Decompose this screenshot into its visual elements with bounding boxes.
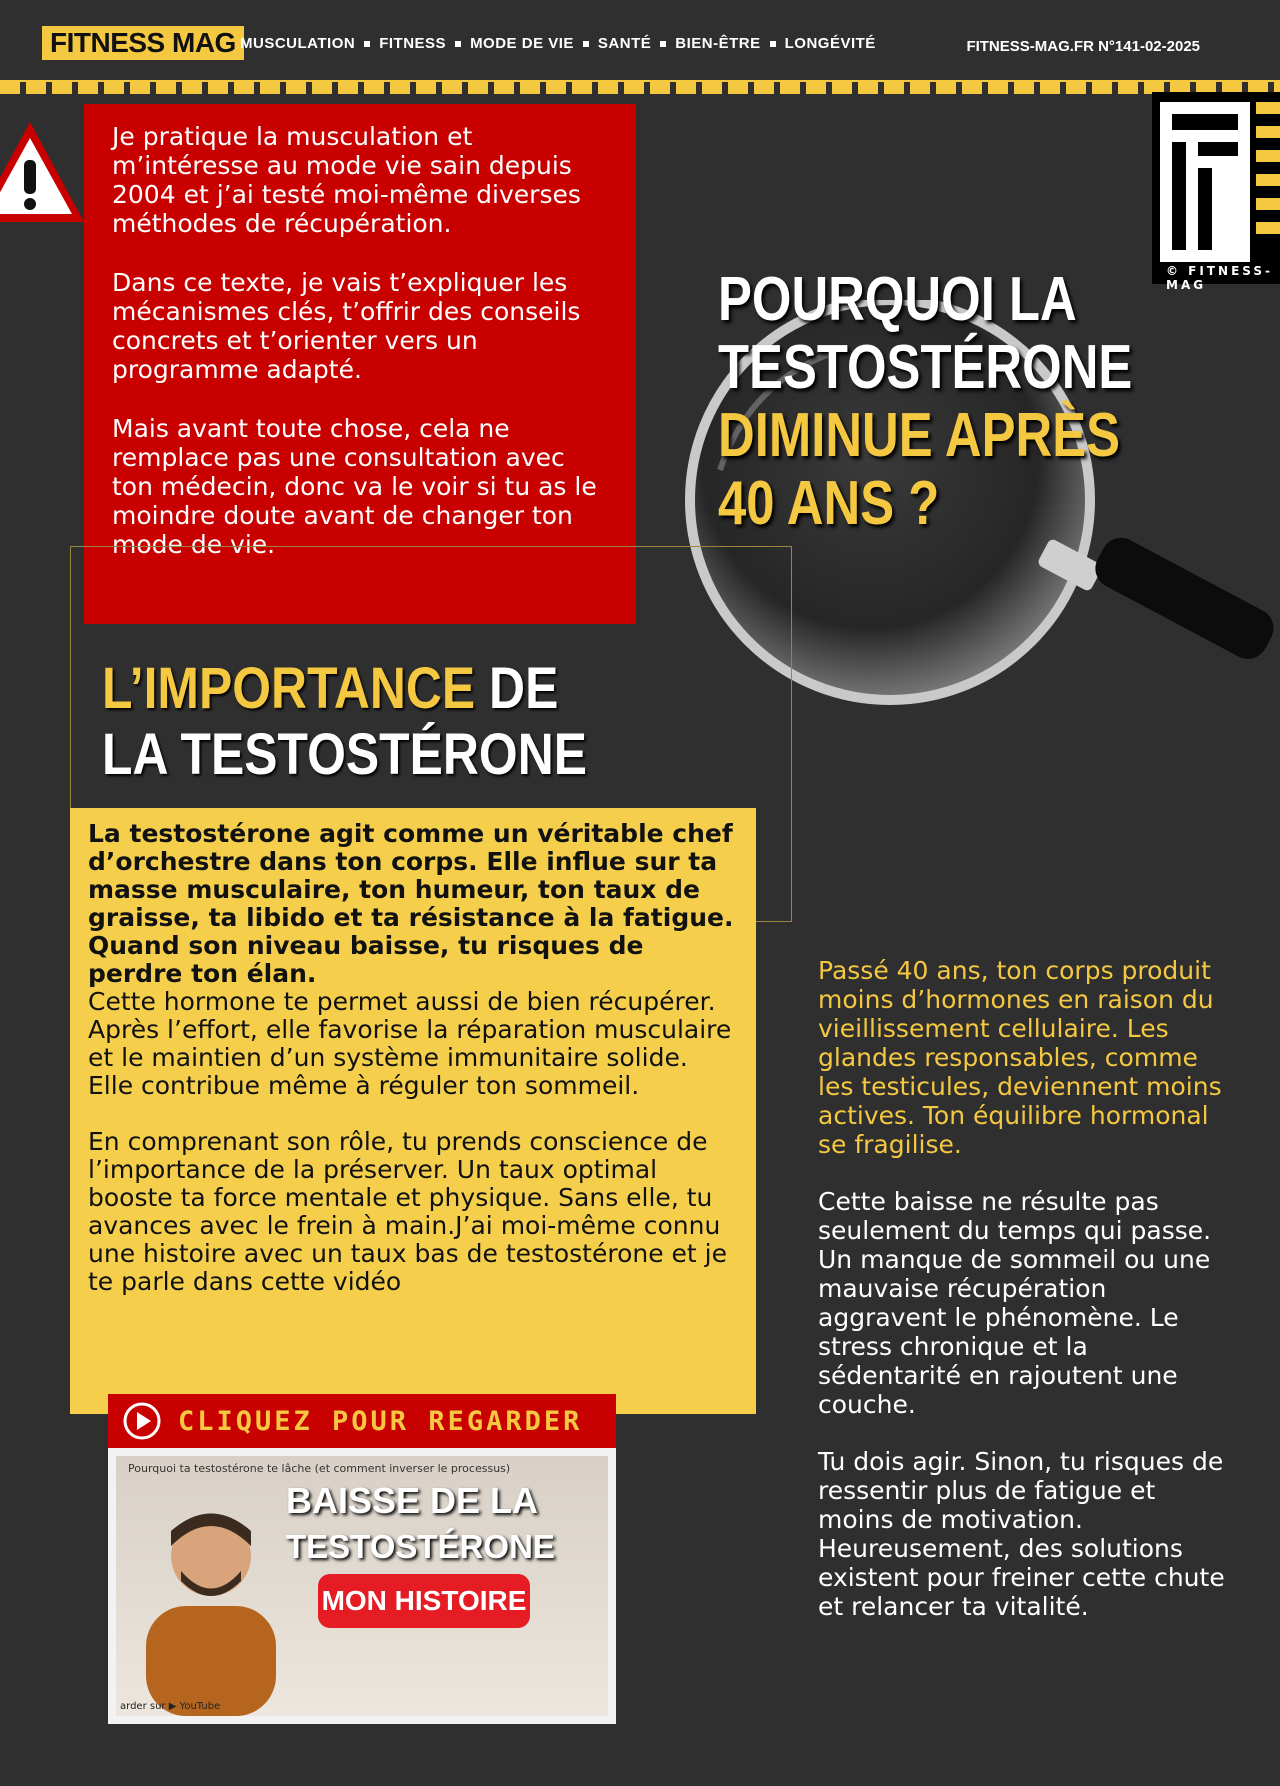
disclaimer-paragraph: Dans ce texte, je vais t’expliquer les mécanismes clés, t’offrir des conseils concrets et t’orienter vers un programme adapté. bbox=[112, 268, 581, 384]
nav-item-musculation[interactable]: MUSCULATION bbox=[240, 35, 356, 52]
title-line-accent: DIMINUE APRÈS bbox=[718, 401, 1121, 470]
nav-item-fitness[interactable]: FITNESS bbox=[379, 35, 447, 52]
nav-separator bbox=[660, 41, 666, 47]
nav-separator bbox=[770, 41, 776, 47]
testosterone-info-box bbox=[70, 808, 756, 1414]
right-column bbox=[818, 956, 1238, 1649]
section-title bbox=[102, 656, 587, 788]
disclaimer-paragraph: Je pratique la musculation et m’intéresse au mode vie sain depuis 2004 et j’ai testé moi-même diverses méthodes de récupération. bbox=[112, 122, 581, 238]
youtube-link[interactable]: arder sur ▶ YouTube bbox=[120, 1701, 221, 1712]
main-nav bbox=[240, 35, 876, 52]
title-line: TESTOSTÉRONE bbox=[718, 333, 1133, 402]
warning-icon bbox=[0, 114, 88, 234]
issue-number: FITNESS-MAG.FR N°141-02-2025 bbox=[966, 38, 1200, 55]
page-header bbox=[0, 0, 1280, 92]
nav-item-sante[interactable]: SANTÉ bbox=[597, 35, 652, 52]
video-title: BAISSE DE LA bbox=[286, 1480, 539, 1521]
body-paragraph: En comprenant son rôle, tu prends conscience de l’importance de la préserver. Un taux optimal booste ta force mentale et physique. Sans elle, tu avances avec le frein à main.J’ai moi-même connu une histoire avec un taux bas de testostérone et je te parle dans cette vidéo bbox=[88, 1127, 727, 1296]
video-title: TESTOSTÉRONE bbox=[286, 1528, 555, 1565]
nav-item-bien-etre[interactable]: BIEN-ÊTRE bbox=[675, 35, 761, 52]
nav-item-mode-de-vie[interactable]: MODE DE VIE bbox=[470, 35, 574, 52]
nav-separator bbox=[364, 41, 370, 47]
nav-item-longevite[interactable]: LONGÉVITÉ bbox=[784, 35, 876, 52]
watch-video-label: CLIQUEZ POUR REGARDER bbox=[178, 1405, 583, 1437]
nav-separator bbox=[583, 41, 589, 47]
section-title-part: LA TESTOSTÉRONE bbox=[102, 722, 587, 787]
nav-separator bbox=[455, 41, 461, 47]
body-paragraph: Cette hormone te permet aussi de bien récupérer. Après l’effort, elle favorise la réparation musculaire et le maintien d’un système immunitaire solide. Elle contribue même à réguler ton sommeil. bbox=[88, 987, 732, 1100]
logo-copyright: © FITNESS-MAG bbox=[1166, 264, 1273, 292]
video-thumbnail[interactable] bbox=[108, 1448, 616, 1724]
body-paragraph: Cette baisse ne résulte pas seulement du temps qui passe. Un manque de sommeil ou une mauvaise récupération aggravent le phénomène. Le stress chronique et la sédentarité en rajoutent une couche. bbox=[818, 1187, 1212, 1419]
intro-bold-paragraph: La testostérone agit comme un véritable chef d’orchestre dans ton corps. Elle influe sur ta masse musculaire, ton humeur, ton taux de graisse, ta libido et ta résistance à la fatigue. Quand son niveau baisse, tu risques de perdre ton élan. bbox=[88, 819, 734, 988]
page-title bbox=[718, 266, 1132, 538]
video-badge: MON HISTOIRE bbox=[318, 1574, 530, 1628]
watch-video-button[interactable] bbox=[108, 1394, 616, 1448]
fitness-mag-logo bbox=[1152, 92, 1280, 284]
ff-logo-icon bbox=[1152, 92, 1280, 284]
disclaimer-paragraph: Mais avant toute chose, cela ne remplace pas une consultation avec ton médecin, donc va le voir si tu as le moindre doute avant de changer ton mode de vie. bbox=[112, 414, 597, 559]
header-divider bbox=[0, 80, 1280, 94]
body-paragraph: Tu dois agir. Sinon, tu risques de ressentir plus de fatigue et moins de motivation. Heureusement, des solutions existent pour freiner cette chute et relancer ta vitalité. bbox=[818, 1447, 1225, 1621]
presenter-image bbox=[136, 1486, 286, 1716]
title-line-accent: 40 ANS ? bbox=[718, 469, 940, 538]
section-title-part: DE bbox=[475, 656, 559, 721]
body-paragraph-highlight: Passé 40 ans, ton corps produit moins d’hormones en raison du vieillissement cellulaire. Les glandes responsables, comme les testicules, deviennent moins actives. Ton équilibre hormonal se fragilise. bbox=[818, 956, 1222, 1159]
brand-logo[interactable]: FITNESS MAG bbox=[42, 26, 244, 60]
play-icon bbox=[122, 1401, 162, 1441]
video-caption: Pourquoi ta testostérone te lâche (et comment inverser le processus) bbox=[128, 1462, 511, 1475]
title-line: POURQUOI LA bbox=[718, 265, 1077, 334]
video-frame[interactable] bbox=[116, 1456, 608, 1716]
section-title-accent: L’IMPORTANCE bbox=[102, 656, 476, 721]
